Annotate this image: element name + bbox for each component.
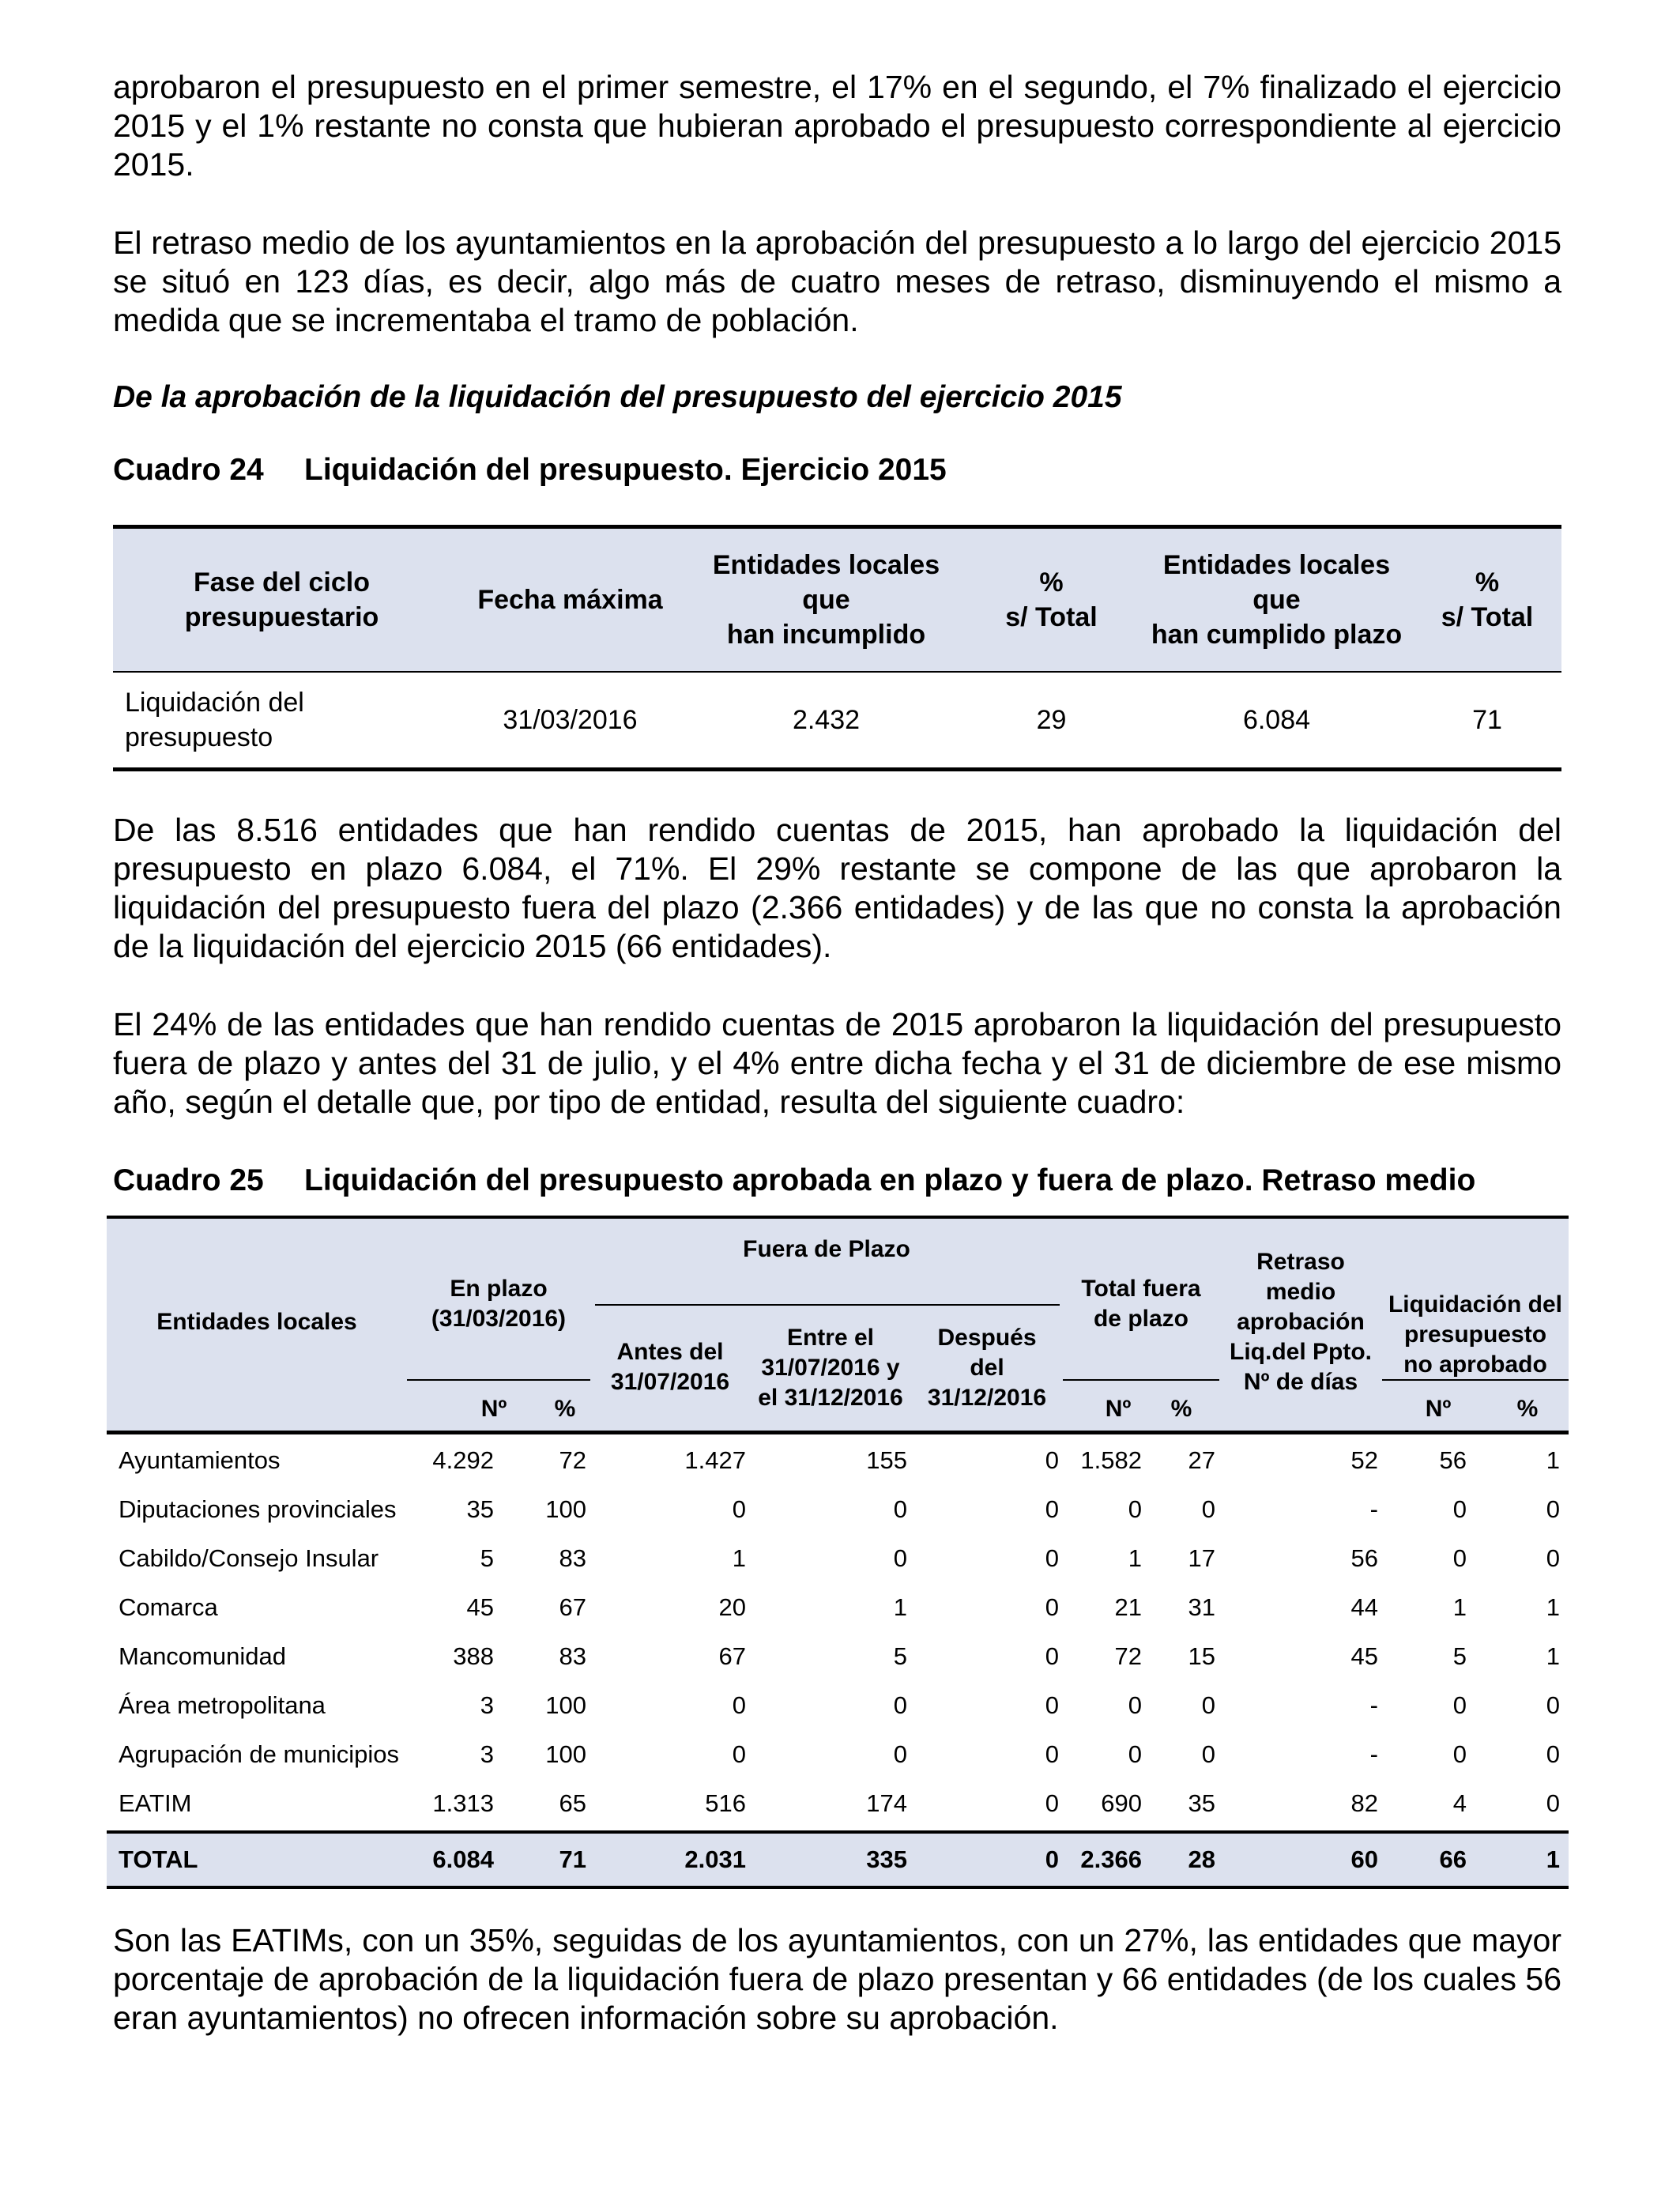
header-no-aprobado-num: Nº bbox=[1425, 1396, 1452, 1422]
header-entidades: Entidades locales bbox=[156, 1309, 357, 1335]
cell-en-plazo-num: 1.313 bbox=[432, 1789, 494, 1817]
paragraph-1: aprobaron el presupuesto en el primer semestre, el 17% en el segundo, el 7% finalizado el ejercicio 2015 y el 1% restante no consta que hubieran aprobado el presupuesto correspondiente al ejercicio 2015. bbox=[113, 69, 1561, 183]
cell-en-plazo-num: 4.292 bbox=[432, 1446, 494, 1474]
cell-en-plazo-pct: 100 bbox=[545, 1495, 586, 1523]
cell-no-aprobado-num: 4 bbox=[1452, 1789, 1467, 1817]
table-row bbox=[107, 1730, 1569, 1779]
cuadro25-caption bbox=[113, 1161, 1561, 1200]
header-cumplido: Entidades locales que han cumplido plazo bbox=[1151, 550, 1403, 650]
page-content bbox=[113, 68, 1561, 1200]
cell-no-aprobado-pct: 0 bbox=[1546, 1740, 1560, 1768]
cell-retraso: 44 bbox=[1350, 1593, 1378, 1621]
header-total-pct: % bbox=[1170, 1396, 1192, 1422]
cell-no-aprobado-num: 0 bbox=[1452, 1740, 1467, 1768]
cell-total-fuera-num: 0 bbox=[1128, 1495, 1142, 1523]
cell-retraso: 52 bbox=[1350, 1446, 1378, 1474]
cuadro25-title: Liquidación del presupuesto aprobada en plazo y fuera de plazo. Retraso medio bbox=[304, 1163, 1476, 1197]
cell-antes: 516 bbox=[705, 1789, 746, 1817]
table-row bbox=[107, 1534, 1569, 1583]
cell-entre: 1 bbox=[893, 1593, 907, 1621]
cell-total-fuera-pct: 31 bbox=[1188, 1593, 1215, 1621]
cell-no-aprobado-pct: 1 bbox=[1546, 1642, 1560, 1670]
cuadro24-number: Cuadro 24 bbox=[113, 453, 264, 487]
cell-en-plazo-pct: 100 bbox=[545, 1691, 586, 1719]
cell-total-fuera-num: 1.582 bbox=[1080, 1446, 1142, 1474]
cell-entre: 0 bbox=[893, 1544, 907, 1572]
cell-retraso: - bbox=[1369, 1495, 1378, 1523]
table-row bbox=[107, 1632, 1569, 1681]
header-despues: Después del 31/12/2016 bbox=[927, 1325, 1047, 1411]
header-pct-incumplido: % s/ Total bbox=[1005, 567, 1098, 632]
cell-en-plazo-num: 3 bbox=[480, 1691, 494, 1719]
header-no-aprobado: Liquidación del presupuesto no aprobado bbox=[1388, 1291, 1562, 1378]
cuadro24-title: Liquidación del presupuesto. Ejercicio 2015 bbox=[304, 453, 947, 487]
cell-pct-cumplido: 71 bbox=[1472, 705, 1502, 735]
table-row bbox=[107, 1436, 1569, 1485]
paragraph-2: El retraso medio de los ayuntamientos en la aprobación del presupuesto a lo largo del ejercicio 2015 se situó en 123 días, es decir, algo más de cuatro meses de retraso, disminuyendo el mismo a medida que se incrementaba el tramo de población. bbox=[113, 224, 1561, 338]
header-incumplido: Entidades locales que han incumplido bbox=[712, 550, 940, 650]
paragraph-3: De las 8.516 entidades que han rendido cuentas de 2015, han aprobado la liquidación del presupuesto en plazo 6.084, el 71%. El 29% restante se compone de las que aprobaron la liquidación del presupuesto fuera del plazo (2.366 entidades) y de las que no consta la aprobación de la liquidación del ejercicio 2015 (66 entidades). bbox=[113, 812, 1561, 964]
cell-antes: 0 bbox=[732, 1495, 746, 1523]
total-cell-despues: 0 bbox=[1045, 1845, 1059, 1873]
cell-en-plazo-pct: 100 bbox=[545, 1740, 586, 1768]
cell-en-plazo-pct: 67 bbox=[559, 1593, 586, 1621]
cell-total-fuera-num: 21 bbox=[1114, 1593, 1142, 1621]
total-cell-en-plazo-pct: 71 bbox=[559, 1845, 586, 1873]
header-total-num: Nº bbox=[1105, 1396, 1132, 1422]
total-cell-en-plazo-num: 6.084 bbox=[432, 1845, 494, 1873]
cell-en-plazo-pct: 65 bbox=[559, 1789, 586, 1817]
cell-entidad: EATIM bbox=[119, 1789, 192, 1817]
cell-despues: 0 bbox=[1045, 1544, 1059, 1572]
cuadro25-body bbox=[107, 1434, 1569, 1828]
header-fecha-maxima: Fecha máxima bbox=[477, 585, 663, 615]
total-cell-no-aprobado-num: 66 bbox=[1439, 1845, 1467, 1873]
cell-no-aprobado-num: 56 bbox=[1439, 1446, 1467, 1474]
cell-total-fuera-pct: 35 bbox=[1188, 1789, 1215, 1817]
cell-entidad: Comarca bbox=[119, 1593, 218, 1621]
header-antes: Antes del 31/07/2016 bbox=[610, 1339, 730, 1395]
header-no-aprobado-pct: % bbox=[1516, 1396, 1539, 1422]
cuadro24-table bbox=[113, 525, 1561, 771]
cell-despues: 0 bbox=[1045, 1495, 1059, 1523]
cell-no-aprobado-num: 1 bbox=[1452, 1593, 1467, 1621]
total-cell-retraso: 60 bbox=[1350, 1845, 1378, 1873]
cell-despues: 0 bbox=[1045, 1740, 1059, 1768]
cell-pct-incumplido: 29 bbox=[1036, 705, 1067, 735]
cell-entidad: Mancomunidad bbox=[119, 1642, 286, 1670]
cell-despues: 0 bbox=[1045, 1446, 1059, 1474]
total-row bbox=[107, 1834, 1569, 1886]
cell-no-aprobado-num: 0 bbox=[1452, 1691, 1467, 1719]
cell-fecha: 31/03/2016 bbox=[503, 705, 638, 735]
cell-antes: 20 bbox=[718, 1593, 746, 1621]
header-entre: Entre el 31/07/2016 y el 31/12/2016 bbox=[758, 1325, 903, 1411]
cell-entre: 155 bbox=[866, 1446, 907, 1474]
header-fase: Fase del ciclo presupuestario bbox=[184, 567, 379, 632]
total-cell-entidad: TOTAL bbox=[119, 1845, 198, 1873]
cell-en-plazo-num: 388 bbox=[453, 1642, 494, 1670]
cell-cumplido: 6.084 bbox=[1242, 705, 1311, 735]
cell-antes: 1 bbox=[732, 1544, 746, 1572]
cell-no-aprobado-pct: 1 bbox=[1546, 1593, 1560, 1621]
cell-no-aprobado-num: 0 bbox=[1452, 1544, 1467, 1572]
header-total-fuera: Total fuera de plazo bbox=[1081, 1276, 1201, 1332]
header-fuera-de-plazo: Fuera de Plazo bbox=[743, 1236, 910, 1262]
cell-antes: 67 bbox=[718, 1642, 746, 1670]
cell-entre: 174 bbox=[866, 1789, 907, 1817]
cell-en-plazo-num: 3 bbox=[480, 1740, 494, 1768]
cell-entre: 5 bbox=[893, 1642, 907, 1670]
header-en-plazo: En plazo (31/03/2016) bbox=[431, 1276, 567, 1332]
table-row bbox=[113, 673, 1561, 767]
cell-incumplido: 2.432 bbox=[792, 705, 861, 735]
cell-entre: 0 bbox=[893, 1691, 907, 1719]
cell-en-plazo-pct: 72 bbox=[559, 1446, 586, 1474]
cell-retraso: - bbox=[1369, 1740, 1378, 1768]
section-subheading: De la aprobación de la liquidación del presupuesto del ejercicio 2015 bbox=[113, 380, 1122, 414]
cell-en-plazo-pct: 83 bbox=[559, 1544, 586, 1572]
cell-en-plazo-num: 35 bbox=[466, 1495, 494, 1523]
table-row bbox=[107, 1485, 1569, 1534]
total-cell-total-fuera-pct: 28 bbox=[1188, 1845, 1215, 1873]
total-cell-no-aprobado-pct: 1 bbox=[1546, 1845, 1560, 1873]
cell-retraso: 45 bbox=[1350, 1642, 1378, 1670]
paragraph-4: El 24% de las entidades que han rendido cuentas de 2015 aprobaron la liquidación del presupuesto fuera de plazo y antes del 31 de julio, y el 4% entre dicha fecha y el 31 de diciembre de ese mismo año, según el detalle que, por tipo de entidad, resulta del siguiente cuadro: bbox=[113, 1006, 1561, 1120]
cell-en-plazo-num: 5 bbox=[480, 1544, 494, 1572]
total-cell-total-fuera-num: 2.366 bbox=[1080, 1845, 1142, 1873]
cell-antes: 0 bbox=[732, 1740, 746, 1768]
cell-despues: 0 bbox=[1045, 1691, 1059, 1719]
cell-entre: 0 bbox=[893, 1740, 907, 1768]
cell-no-aprobado-num: 0 bbox=[1452, 1495, 1467, 1523]
cell-no-aprobado-num: 5 bbox=[1452, 1642, 1467, 1670]
cell-no-aprobado-pct: 0 bbox=[1546, 1544, 1560, 1572]
cell-despues: 0 bbox=[1045, 1593, 1059, 1621]
cell-retraso: - bbox=[1369, 1691, 1378, 1719]
header-en-plazo-num: Nº bbox=[480, 1396, 507, 1422]
table-row bbox=[107, 1681, 1569, 1730]
cell-antes: 1.427 bbox=[684, 1446, 746, 1474]
total-cell-antes: 2.031 bbox=[684, 1845, 746, 1873]
cell-total-fuera-pct: 0 bbox=[1201, 1691, 1215, 1719]
cell-total-fuera-pct: 27 bbox=[1188, 1446, 1215, 1474]
cuadro25-table bbox=[107, 1216, 1569, 1889]
cell-no-aprobado-pct: 0 bbox=[1546, 1789, 1560, 1817]
cell-entre: 0 bbox=[893, 1495, 907, 1523]
header-pct-cumplido: % s/ Total bbox=[1441, 567, 1534, 632]
cell-entidad: Área metropolitana bbox=[119, 1691, 326, 1719]
cell-total-fuera-num: 0 bbox=[1128, 1691, 1142, 1719]
total-cell-entre: 335 bbox=[866, 1845, 907, 1873]
cell-no-aprobado-pct: 1 bbox=[1546, 1446, 1560, 1474]
cell-despues: 0 bbox=[1045, 1642, 1059, 1670]
cell-total-fuera-pct: 17 bbox=[1188, 1544, 1215, 1572]
cuadro25-header bbox=[107, 1219, 1569, 1431]
cuadro24-caption bbox=[113, 450, 1561, 489]
cell-total-fuera-num: 1 bbox=[1128, 1544, 1142, 1572]
cell-en-plazo-pct: 83 bbox=[559, 1642, 586, 1670]
cell-entidad: Agrupación de municipios bbox=[119, 1740, 399, 1768]
cell-retraso: 82 bbox=[1350, 1789, 1378, 1817]
cuadro25-number: Cuadro 25 bbox=[113, 1163, 264, 1197]
cell-entidad: Ayuntamientos bbox=[119, 1446, 281, 1474]
cell-antes: 0 bbox=[732, 1691, 746, 1719]
cell-total-fuera-num: 690 bbox=[1101, 1789, 1142, 1817]
cell-total-fuera-pct: 0 bbox=[1201, 1495, 1215, 1523]
cell-retraso: 56 bbox=[1350, 1544, 1378, 1572]
paragraph-5: Son las EATIMs, con un 35%, seguidas de los ayuntamientos, con un 27%, las entidades que mayor porcentaje de aprobación de la liquidación fuera de plazo presentan y 66 entidades (de los cuales 56 eran ayuntamientos) no ofrecen información sobre su aprobación. bbox=[113, 1922, 1561, 2036]
cell-total-fuera-pct: 15 bbox=[1188, 1642, 1215, 1670]
cell-despues: 0 bbox=[1045, 1789, 1059, 1817]
table-row bbox=[107, 1779, 1569, 1828]
table-row bbox=[107, 1583, 1569, 1632]
cell-no-aprobado-pct: 0 bbox=[1546, 1495, 1560, 1523]
cell-entidad: Diputaciones provinciales bbox=[119, 1495, 397, 1523]
cell-total-fuera-num: 72 bbox=[1114, 1642, 1142, 1670]
cuadro24-header-row bbox=[113, 529, 1561, 671]
header-retraso: Retraso medio aprobación Liq.del Ppto. Nº de días bbox=[1230, 1249, 1372, 1395]
cell-no-aprobado-pct: 0 bbox=[1546, 1691, 1560, 1719]
header-en-plazo-pct: % bbox=[554, 1396, 576, 1422]
cell-fase: Liquidación del presupuesto bbox=[125, 688, 304, 752]
cell-total-fuera-num: 0 bbox=[1128, 1740, 1142, 1768]
cell-total-fuera-pct: 0 bbox=[1201, 1740, 1215, 1768]
cell-en-plazo-num: 45 bbox=[466, 1593, 494, 1621]
cell-entidad: Cabildo/Consejo Insular bbox=[119, 1544, 379, 1572]
